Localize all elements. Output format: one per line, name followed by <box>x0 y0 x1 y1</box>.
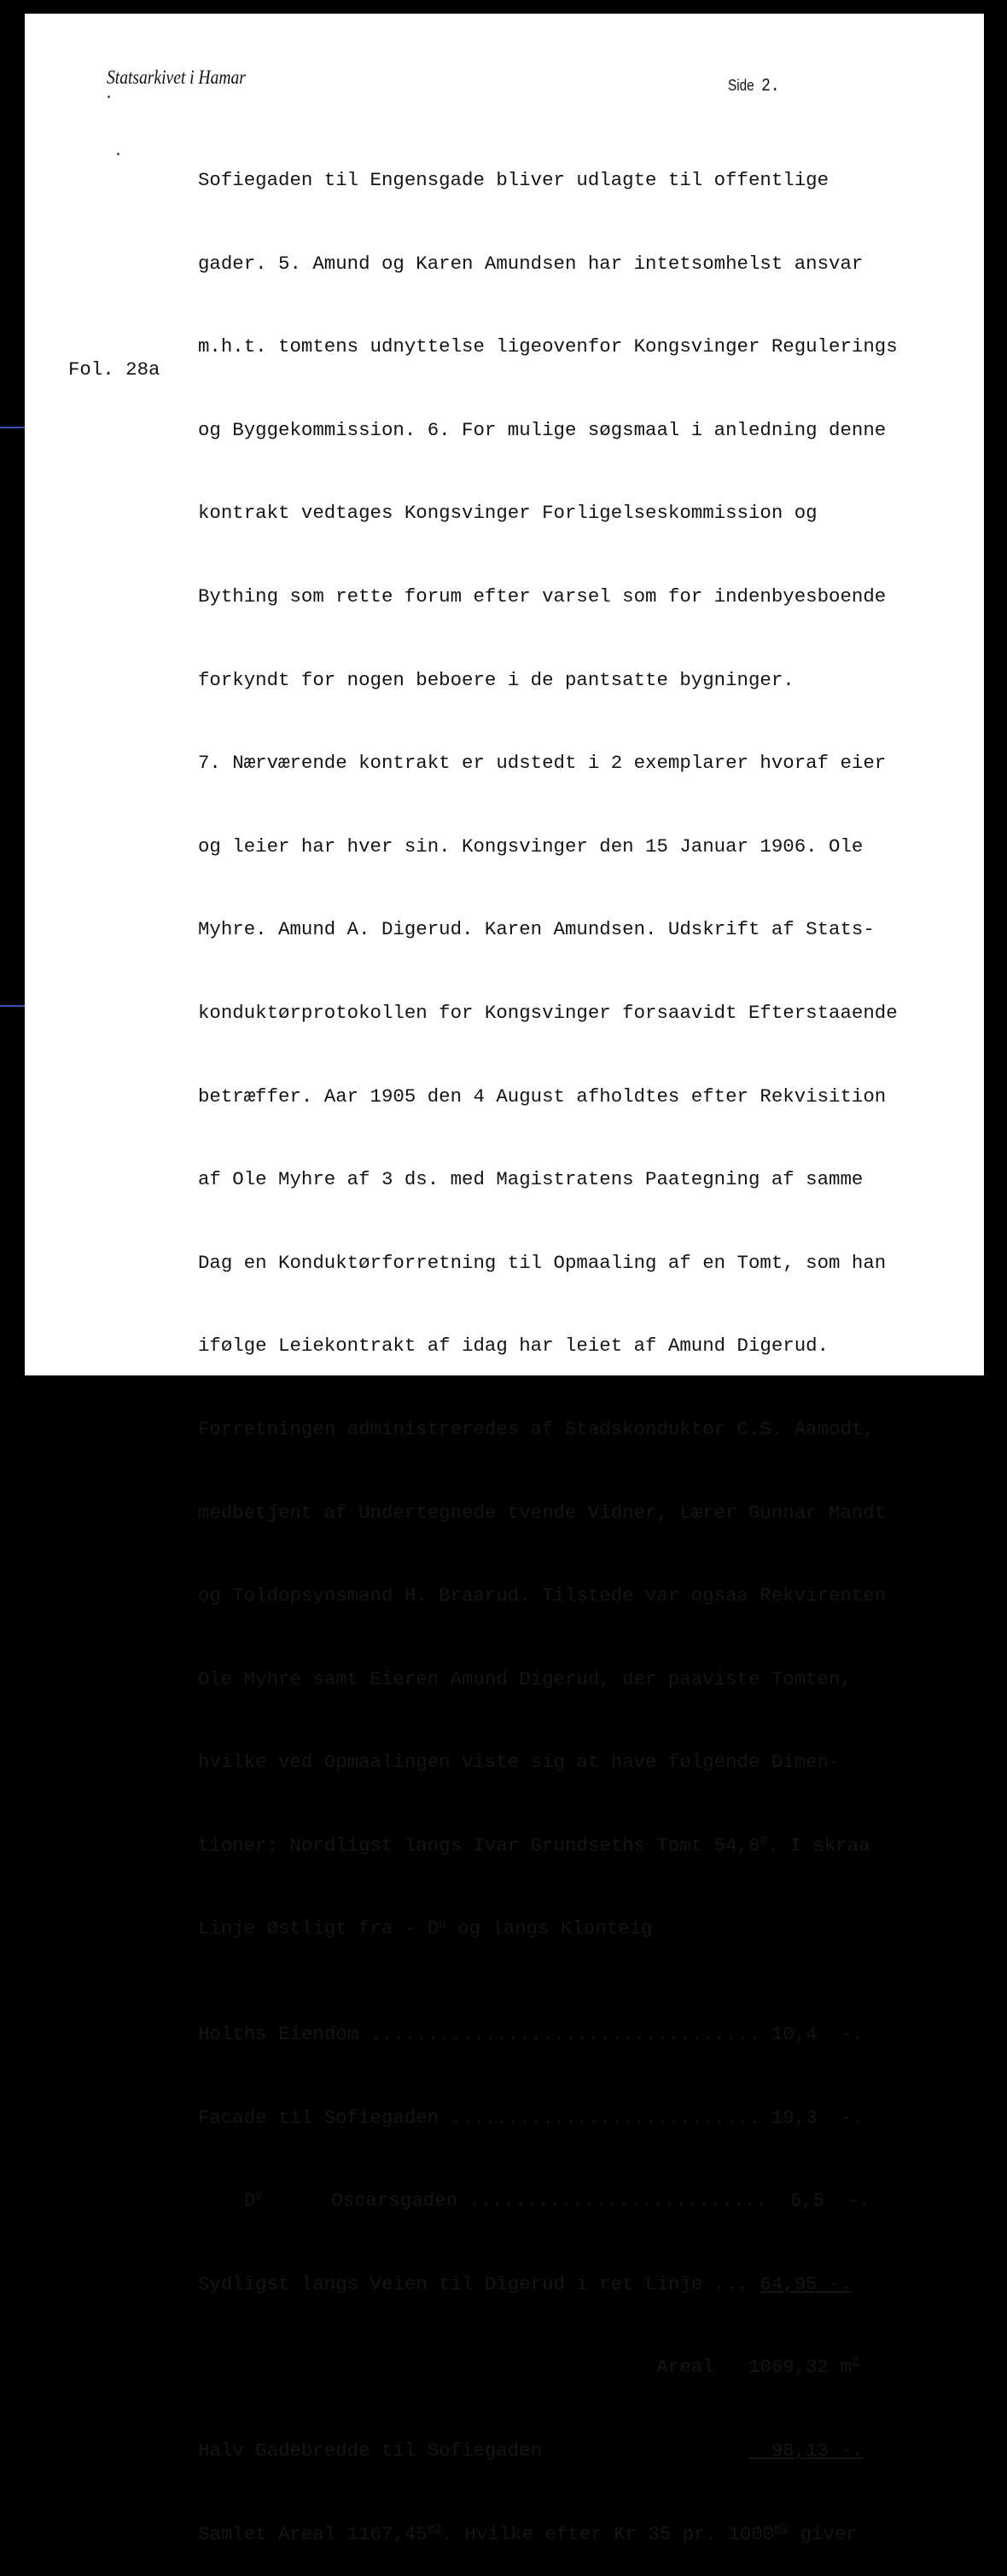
dot-leader: .................................. <box>370 2023 760 2046</box>
measurement-unit: -. <box>847 2189 870 2213</box>
page-number-value: 2. <box>761 77 780 96</box>
text-line <box>198 2515 898 2555</box>
text: og langs Klonteig <box>445 1917 653 1940</box>
text: giver <box>789 2522 858 2545</box>
areal-value: 1069,32 <box>748 2356 829 2379</box>
text-line: m.h.t. tomtens udnyttelse ligeovenfor Kongsvinger Regulerings <box>198 335 898 358</box>
text-line: Dag en Konduktørforretning til Opmaaling af en Tomt, som han <box>198 1251 887 1274</box>
gadebredde-label: Halv Gadebredde til Sofiegaden <box>198 2439 543 2463</box>
text-line: kontrakt vedtages Kongsvinger Forligelseskommission og <box>198 502 818 525</box>
dot-leader: .......................... <box>469 2189 767 2213</box>
text-line: Ole Myhre samt Eieren Amund Digerud, der paaviste Tomten, <box>198 1667 852 1690</box>
measurement-row <box>198 2099 898 2138</box>
text: . Hvilke efter Kr 35 pr. 1000 <box>441 2522 775 2545</box>
measurement-unit: -. <box>840 2106 864 2129</box>
dot-leader: ........................... <box>450 2106 760 2129</box>
text-line: Myhre. Amund A. Digerud. Karen Amundsen. Udskrift af Stats- <box>198 918 875 941</box>
measurement-value: 19,3 <box>771 2106 818 2129</box>
text: . I skraa <box>766 1834 870 1857</box>
text-line: Sofiegaden til Engensgade bliver udlagte til offentlige <box>198 169 829 191</box>
areal-unit: m <box>840 2356 852 2379</box>
superscript: o <box>255 2189 263 2203</box>
areal-row <box>198 2348 898 2387</box>
gadebredde-row <box>198 2432 898 2471</box>
text-line: ifølge Leiekontrakt af idag har leiet af Amund Digerud. <box>198 1335 829 1358</box>
page-number <box>728 77 780 96</box>
measurement-row <box>198 2015 898 2055</box>
measurement-row <box>198 2265 898 2305</box>
superscript: o <box>439 1916 446 1931</box>
scan-edge-mark <box>0 427 25 428</box>
measurement-row <box>198 2182 898 2221</box>
measurement-unit: -. <box>829 2272 852 2295</box>
text-line: betræffer. Aar 1905 den 4 August afholdtes efter Rekvisition <box>198 1084 887 1108</box>
text: Samlet Areal 1167,45 <box>198 2522 428 2545</box>
text-line: Forretningen administreredes af Stadskonduktør C.S. Aamodt, <box>198 1417 875 1440</box>
measurement-label: Holths Eiendom <box>198 2023 359 2046</box>
dot-leader: ... <box>713 2272 748 2295</box>
text-line: medbetjent af Undertegnede tvende Vidner, Lærer Gunnar Mandt <box>198 1501 887 1524</box>
superscript: 2 <box>851 2355 859 2370</box>
measurement-label: Sydligst langs Veien til Digerud i ret Linje <box>198 2272 703 2295</box>
measurement-label: Facade til Sofiegaden <box>198 2106 439 2129</box>
archive-header: Statsarkivet i Hamar <box>107 67 246 88</box>
measurement-value: 64,95 <box>760 2272 818 2295</box>
text-line <box>198 1910 898 1949</box>
measurement-value: 6,5 <box>789 2189 825 2213</box>
measurement-label: Oscarsgaden <box>331 2189 458 2213</box>
ditto-mark: D <box>243 2189 256 2213</box>
gadebredde-unit: -. <box>840 2439 864 2463</box>
superscript: m2 <box>774 2521 789 2536</box>
superscript: m <box>760 1833 767 1847</box>
measurement-unit: -. <box>840 2023 864 2046</box>
side-label: Side <box>728 77 754 94</box>
text-line: forkyndt for nogen beboere i de pantsatte bygninger. <box>198 668 795 691</box>
document-body <box>198 117 898 2576</box>
text-line: og leier har hver sin. Kongsvinger den 15 Januar 1906. Ole <box>198 834 864 858</box>
measurement-value: 10,4 <box>771 2023 818 2046</box>
text: Linje Østligt fra - D <box>198 1917 439 1940</box>
text-line: Bything som rette forum efter varsel som for indenbyesboende <box>198 584 887 608</box>
text-line: konduktørprotokollen for Kongsvinger forsaavidt Efterstaaende <box>198 1001 898 1024</box>
scan-edge-mark <box>0 1005 25 1007</box>
text-line: gader. 5. Amund og Karen Amundsen har intetsomhelst ansvar <box>198 252 864 275</box>
speck <box>117 153 119 155</box>
text-line: af Ole Myhre af 3 ds. med Magistratens Paategning af samme <box>198 1168 864 1191</box>
text-line: 7. Nærværende kontrakt er udstedt i 2 exemplarer hvoraf eier <box>198 752 887 775</box>
text-line: og Toldopsynsmand H. Braarud. Tilstede var ogsaa Rekvirenten <box>198 1585 887 1608</box>
speck <box>108 96 110 98</box>
margin-note-folio: Fol. 28a <box>68 358 160 381</box>
areal-label: Areal <box>656 2356 714 2379</box>
superscript: m2 <box>427 2521 442 2536</box>
gadebredde-value: 98,13 <box>771 2439 829 2463</box>
text-line: og Byggekommission. 6. For mulige søgsmaal i anledning denne <box>198 418 887 441</box>
text-line <box>198 1827 898 1866</box>
text: tioner: Nordligst langs Ivar Grundseths Tomt 54,8 <box>198 1834 760 1857</box>
text-line: hvilke ved Opmaalingen viste sig at have følgende Dimen- <box>198 1751 841 1774</box>
